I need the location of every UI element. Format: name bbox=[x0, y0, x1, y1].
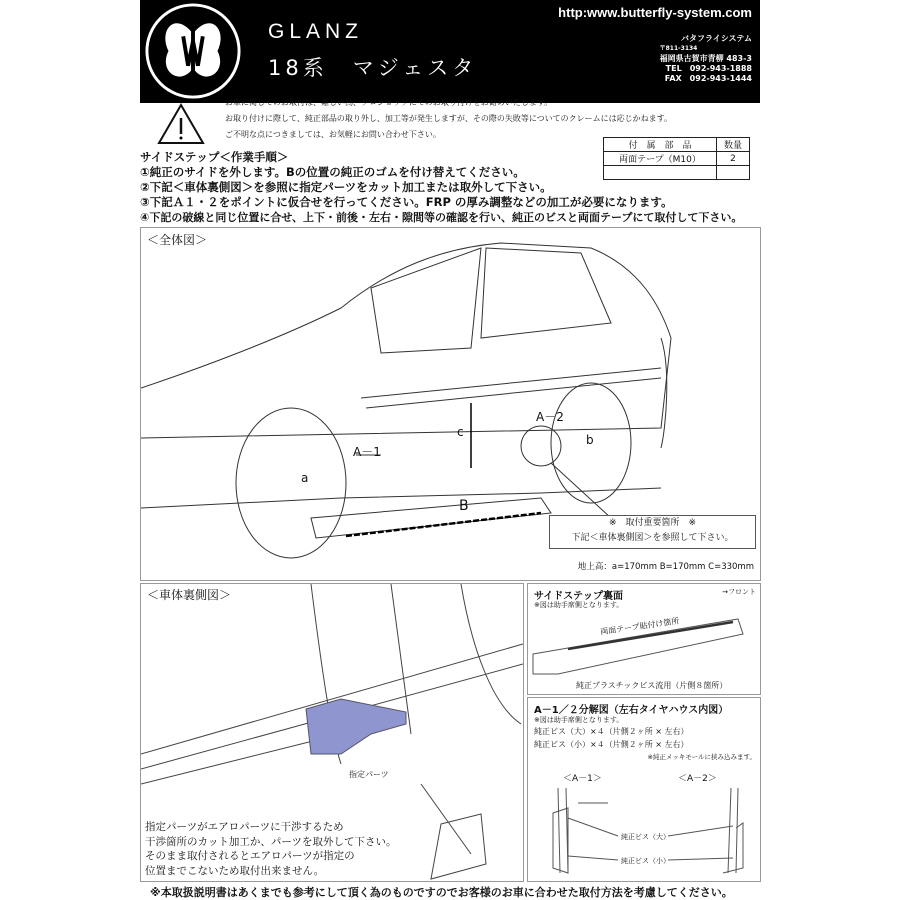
tape-location-label: 両面テープ貼付け箇所 bbox=[599, 616, 680, 637]
a2-label: ＜A－2＞ bbox=[678, 774, 717, 784]
header bbox=[140, 0, 760, 103]
large-screw-label: 純正ビス（大） bbox=[621, 833, 670, 841]
brand-name: GLANZ bbox=[268, 20, 364, 43]
underside-notes bbox=[145, 820, 396, 878]
parts-header-item: 付 属 部 品 bbox=[604, 138, 717, 152]
label-c: c bbox=[457, 425, 464, 439]
overall-title: ＜全体図＞ bbox=[147, 233, 208, 247]
warning-3: ご不明な点につきましては、お気軽にお問い合わせ下さい。 bbox=[225, 130, 441, 139]
company-info bbox=[660, 34, 752, 84]
step-2: ②下記＜車体裏側図＞を参照に指定パーツをカット加工または取外して下さい。 bbox=[140, 180, 552, 194]
fax: FAX 092-943-1444 bbox=[664, 74, 752, 83]
overall-diagram-panel bbox=[140, 227, 761, 581]
exploded-note: ※図は助手席側となります。 bbox=[534, 716, 624, 724]
note-line: そのまま取付されるとエアロパーツが指定の bbox=[145, 850, 355, 862]
important-note bbox=[549, 515, 756, 549]
company-name: バタフライシステム bbox=[681, 34, 752, 43]
note-line: 指定パーツがエアロパーツに干渉するため bbox=[145, 821, 344, 833]
step-back-title: サイドステップ裏面 bbox=[534, 591, 623, 602]
parts-cell: 2 bbox=[717, 152, 750, 166]
front-direction: →フロント bbox=[722, 588, 756, 596]
parts-table bbox=[603, 137, 750, 180]
important-note-line1: ※ 取付重要箇所 ※ bbox=[608, 518, 697, 528]
model-name: 18系 マジェスタ bbox=[268, 56, 478, 80]
label-b: b bbox=[586, 433, 594, 447]
molding-note: ※純正メッキモールに挟み込みます。 bbox=[647, 753, 756, 761]
note-line: 干渉箇所のカット加工か、パーツを取外して下さい。 bbox=[145, 835, 397, 848]
step-1: ①純正のサイドを外します。Bの位置の純正のゴムを付け替えてください。 bbox=[140, 165, 525, 179]
parts-cell bbox=[604, 166, 717, 180]
designated-part-label: 指定パーツ bbox=[349, 770, 389, 779]
parts-header-qty: 数量 bbox=[717, 138, 750, 152]
address: 福岡県古賀市青柳 483-3 bbox=[659, 54, 752, 63]
website-url[interactable]: http:www.butterfly-system.com bbox=[558, 5, 752, 20]
small-screw-label: 純正ビス（小） bbox=[621, 857, 670, 865]
screw-reuse-label: 純正プラスチックビス流用（片側８箇所） bbox=[576, 681, 728, 690]
butterfly-logo bbox=[144, 2, 242, 100]
underside-panel bbox=[140, 583, 524, 882]
warning-icon bbox=[156, 102, 206, 146]
label-a2: A－2 bbox=[536, 410, 564, 424]
step-3: ③下記Ａ１・２をポイントに仮合せを行ってください。FRP の厚み調整などの加工が必要になります。 bbox=[140, 195, 673, 209]
parts-cell bbox=[717, 166, 750, 180]
a1-label: ＜A－1＞ bbox=[563, 774, 602, 784]
exploded-title: A－1／２分解図（左右タイヤハウス内図） bbox=[534, 705, 729, 716]
footer-disclaimer: ※本取扱説明書はあくまでも参考にして頂く為のものですのでお客様のお車に合わせた取付方法を考慮してください。 bbox=[150, 886, 733, 899]
step-4: ④下記の破線と同じ位置に合せ、上下・前後・左右・隙間等の確認を行い、純正のビスと両面テープにて取付して下さい。 bbox=[140, 211, 743, 224]
underside-title: ＜車体裏側図＞ bbox=[147, 588, 232, 602]
step-back-note: ※図は助手席側となります。 bbox=[534, 601, 624, 609]
tel: TEL 092-943-1888 bbox=[665, 64, 752, 73]
exploded-panel bbox=[527, 697, 761, 882]
warning-1: お車に関してのお取付は、難しい為、プロショップにてのお取り付けをお勧めいたします。 bbox=[225, 98, 553, 107]
small-screw-info: 純正ビス（小）×４（片側２ヶ所 × 左右） bbox=[534, 740, 689, 749]
step-back-panel bbox=[527, 583, 761, 695]
ground-clearance: 地上高：a=170mm B=170mm C=330mm bbox=[577, 562, 754, 572]
label-B: B bbox=[459, 498, 469, 514]
important-note-line2: 下記＜車体裏側図＞を参照して下さい。 bbox=[571, 533, 734, 543]
steps-title: サイドステップ＜作業手順＞ bbox=[140, 150, 289, 164]
label-a1: A－1 bbox=[353, 445, 381, 459]
large-screw-info: 純正ビス（大）×４（片側２ヶ所 × 左右） bbox=[534, 727, 689, 736]
parts-cell: 両面テープ（M10） bbox=[604, 152, 717, 166]
note-line: 位置までこないため取付出来ません。 bbox=[145, 864, 325, 877]
label-a: a bbox=[301, 471, 309, 485]
zip: 〒811-3134 bbox=[659, 45, 698, 52]
exploded-drawing bbox=[528, 698, 760, 881]
step-back-drawing bbox=[528, 584, 760, 694]
warning-2: お取り付けに際して、純正部品の取り外し、加工等が発生しますが、その際の失敗等についてのクレームには応じかねます。 bbox=[225, 114, 673, 123]
